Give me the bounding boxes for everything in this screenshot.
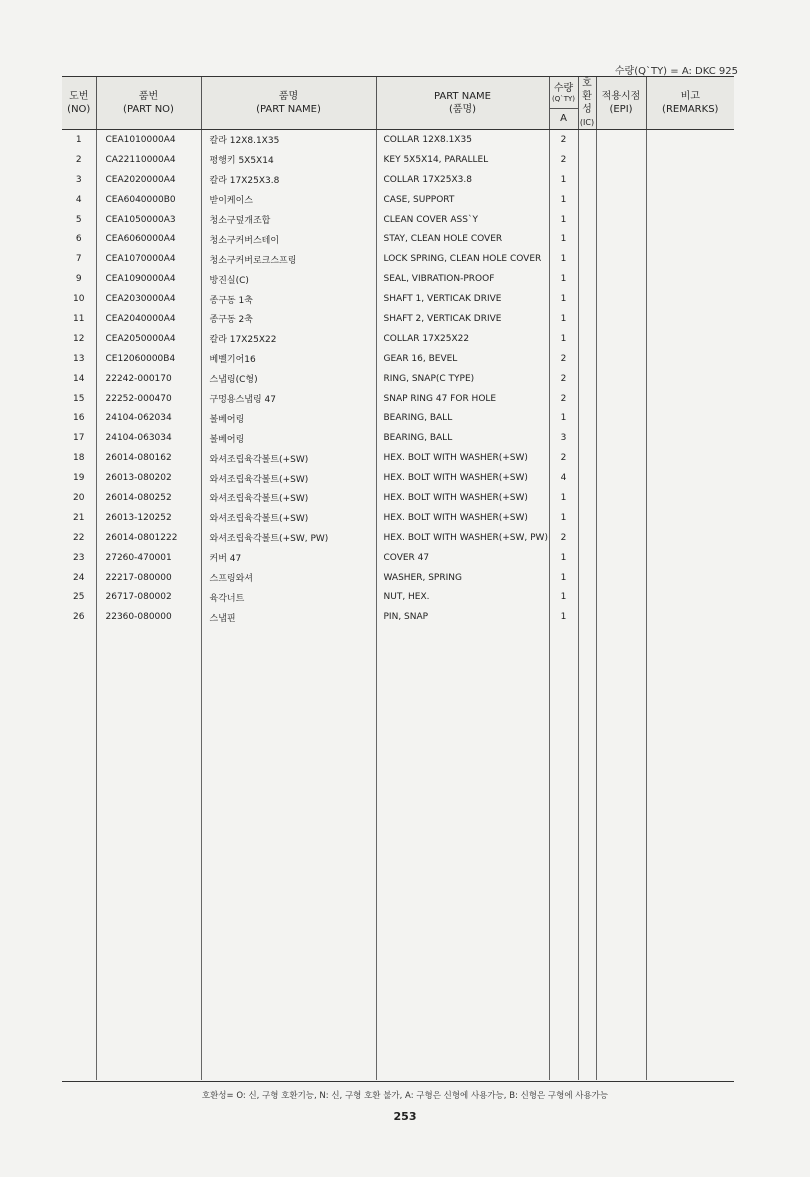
row-qty: 1: [549, 269, 578, 289]
table-row: [62, 607, 734, 627]
row-qty: 2: [549, 369, 578, 389]
table-row: [62, 587, 734, 607]
row-part-no: CA22110000A4: [96, 150, 201, 170]
row-epi: [596, 150, 646, 170]
row-part-no: 26013-120252: [96, 508, 201, 528]
row-part-name-en: COVER 47: [376, 548, 549, 568]
row-no: 2: [75, 154, 82, 165]
row-remarks: [646, 349, 734, 369]
row-ic: [578, 150, 596, 170]
table-row: [62, 389, 734, 409]
row-part-name-kr: 받이케이스: [201, 190, 376, 210]
table-row: [62, 468, 734, 488]
row-part-name-kr: 와셔조립육각볼트(+SW): [201, 468, 376, 488]
row-epi: [596, 190, 646, 210]
row-ic: [578, 488, 596, 508]
table-row: [62, 130, 734, 150]
row-epi: [596, 568, 646, 588]
row-ic: [578, 170, 596, 190]
row-ic: [578, 528, 596, 548]
row-qty: 1: [549, 568, 578, 588]
row-epi: [596, 369, 646, 389]
row-epi: [596, 587, 646, 607]
row-part-name-en: COLLAR 12X8.1X35: [376, 130, 549, 150]
row-ic: [578, 508, 596, 528]
row-remarks: [646, 130, 734, 150]
row-part-name-en: HEX. BOLT WITH WASHER(+SW, PW): [376, 528, 549, 548]
table-row: [62, 289, 734, 309]
row-qty: 3: [549, 428, 578, 448]
row-part-name-en: HEX. BOLT WITH WASHER(+SW): [376, 488, 549, 508]
row-remarks: [646, 428, 734, 448]
row-remarks: [646, 508, 734, 528]
row-part-name-kr: 볼베어링: [201, 408, 376, 428]
row-no: 10: [73, 294, 85, 305]
row-ic: [578, 249, 596, 269]
row-ic: [578, 548, 596, 568]
row-ic: [578, 289, 596, 309]
table-bottom-rule: [62, 1081, 734, 1082]
row-part-no: CEA1070000A4: [96, 249, 201, 269]
row-ic: [578, 468, 596, 488]
row-qty: 1: [549, 190, 578, 210]
row-epi: [596, 408, 646, 428]
row-part-name-kr: 칼라 17X25X3.8: [201, 170, 376, 190]
row-qty: 1: [549, 309, 578, 329]
table-header: [62, 77, 734, 130]
row-no: 17: [73, 433, 85, 444]
row-part-name-en: HEX. BOLT WITH WASHER(+SW): [376, 468, 549, 488]
row-no: 13: [73, 353, 85, 364]
row-ic: [578, 269, 596, 289]
row-ic: [578, 607, 596, 627]
page-number: 253: [393, 1110, 417, 1123]
table-row: [62, 249, 734, 269]
row-ic: [578, 329, 596, 349]
row-remarks: [646, 150, 734, 170]
row-part-name-en: GEAR 16, BEVEL: [376, 349, 549, 369]
row-no: 18: [73, 453, 85, 464]
row-remarks: [646, 369, 734, 389]
row-epi: [596, 468, 646, 488]
table-body: [62, 130, 734, 1080]
row-remarks: [646, 190, 734, 210]
table-row: [62, 369, 734, 389]
row-remarks: [646, 309, 734, 329]
row-remarks: [646, 289, 734, 309]
row-no: 16: [73, 413, 85, 424]
row-part-name-en: RING, SNAP(C TYPE): [376, 369, 549, 389]
row-qty: 2: [549, 528, 578, 548]
row-part-name-en: COLLAR 17X25X3.8: [376, 170, 549, 190]
row-qty: 1: [549, 548, 578, 568]
table-row: [62, 488, 734, 508]
row-epi: [596, 289, 646, 309]
row-ic: [578, 568, 596, 588]
row-part-no: CEA1010000A4: [96, 130, 201, 150]
row-part-no: 22217-080000: [96, 568, 201, 588]
row-ic: [578, 389, 596, 409]
row-remarks: [646, 229, 734, 249]
table-row: [62, 329, 734, 349]
row-no: 14: [73, 373, 85, 384]
row-part-no: CEA2020000A4: [96, 170, 201, 190]
header-part-no: 품번 (PART NO): [96, 77, 201, 130]
row-part-name-en: SHAFT 2, VERTICAK DRIVE: [376, 309, 549, 329]
table-row: [62, 190, 734, 210]
header-remarks: 비고 (REMARKS): [646, 77, 734, 130]
table-row: [62, 408, 734, 428]
row-remarks: [646, 488, 734, 508]
row-part-no: CEA2030000A4: [96, 289, 201, 309]
row-ic: [578, 130, 596, 150]
row-remarks: [646, 468, 734, 488]
row-epi: [596, 269, 646, 289]
row-no: 20: [73, 492, 85, 503]
row-part-name-en: LOCK SPRING, CLEAN HOLE COVER: [376, 249, 549, 269]
row-ic: [578, 190, 596, 210]
row-part-no: CEA6060000A4: [96, 229, 201, 249]
row-part-name-en: HEX. BOLT WITH WASHER(+SW): [376, 448, 549, 468]
row-part-name-en: SNAP RING 47 FOR HOLE: [376, 389, 549, 409]
row-qty: 1: [549, 170, 578, 190]
row-part-name-en: WASHER, SPRING: [376, 568, 549, 588]
row-part-name-kr: 청소구커버스테이: [201, 229, 376, 249]
row-no: 5: [75, 214, 82, 225]
row-qty: 1: [549, 607, 578, 627]
row-qty: 2: [549, 349, 578, 369]
row-no: 1: [75, 134, 82, 145]
row-part-no: CEA2050000A4: [96, 329, 201, 349]
row-ic: [578, 587, 596, 607]
row-remarks: [646, 249, 734, 269]
row-no: 25: [73, 592, 85, 603]
row-part-name-kr: 종구동 2축: [201, 309, 376, 329]
row-epi: [596, 229, 646, 249]
row-no: 12: [73, 333, 85, 344]
row-part-no: 26014-080252: [96, 488, 201, 508]
header-qty-a: A: [560, 113, 567, 124]
row-remarks: [646, 170, 734, 190]
row-epi: [596, 249, 646, 269]
row-epi: [596, 329, 646, 349]
row-remarks: [646, 607, 734, 627]
header-epi: 적용시점 (EPI): [596, 77, 646, 130]
row-part-name-kr: 종구동 1축: [201, 289, 376, 309]
row-part-no: CEA1090000A4: [96, 269, 201, 289]
row-part-no: CE12060000B4: [96, 349, 201, 369]
row-no: 6: [75, 234, 82, 245]
table-row: [62, 309, 734, 329]
row-qty: 1: [549, 329, 578, 349]
row-part-no: 22242-000170: [96, 369, 201, 389]
table-row: [62, 170, 734, 190]
row-epi: [596, 389, 646, 409]
table-row: [62, 269, 734, 289]
row-ic: [578, 369, 596, 389]
row-qty: 1: [549, 289, 578, 309]
row-epi: [596, 349, 646, 369]
row-qty: 2: [549, 130, 578, 150]
row-part-name-kr: 스냅링(C형): [201, 369, 376, 389]
row-no: 23: [73, 552, 85, 563]
row-part-name-kr: 스냅핀: [201, 607, 376, 627]
row-remarks: [646, 389, 734, 409]
row-part-name-kr: 베벨기어16: [201, 349, 376, 369]
parts-table: [62, 76, 734, 1080]
row-qty: 1: [549, 408, 578, 428]
row-qty: 1: [549, 508, 578, 528]
header-qty: 수량 (Q`TY) A: [549, 77, 578, 130]
row-part-no: 26014-080162: [96, 448, 201, 468]
empty-filler-row: [62, 627, 734, 1080]
table-row: [62, 210, 734, 230]
row-no: 21: [73, 512, 85, 523]
row-no: 15: [73, 393, 85, 404]
row-part-no: 24104-063034: [96, 428, 201, 448]
row-part-name-en: HEX. BOLT WITH WASHER(+SW): [376, 508, 549, 528]
row-remarks: [646, 210, 734, 230]
row-part-name-en: SEAL, VIBRATION-PROOF: [376, 269, 549, 289]
row-part-name-en: BEARING, BALL: [376, 428, 549, 448]
table-row: [62, 568, 734, 588]
row-no: 9: [75, 274, 82, 285]
row-qty: 1: [549, 488, 578, 508]
row-remarks: [646, 548, 734, 568]
row-no: 19: [73, 473, 85, 484]
row-part-name-en: BEARING, BALL: [376, 408, 549, 428]
row-no: 22: [73, 532, 85, 543]
row-remarks: [646, 408, 734, 428]
row-remarks: [646, 587, 734, 607]
row-epi: [596, 488, 646, 508]
row-part-no: CEA6040000B0: [96, 190, 201, 210]
row-epi: [596, 210, 646, 230]
row-no: 24: [73, 572, 85, 583]
parts-sheet: [62, 76, 734, 1082]
row-ic: [578, 428, 596, 448]
row-part-no: 22360-080000: [96, 607, 201, 627]
row-part-name-kr: 청소구덮개조합: [201, 210, 376, 230]
row-part-no: 26717-080002: [96, 587, 201, 607]
row-ic: [578, 408, 596, 428]
row-ic: [578, 349, 596, 369]
table-row: [62, 150, 734, 170]
row-epi: [596, 528, 646, 548]
table-row: [62, 548, 734, 568]
row-ic: [578, 229, 596, 249]
row-part-name-en: SHAFT 1, VERTICAK DRIVE: [376, 289, 549, 309]
row-part-name-kr: 평행키 5X5X14: [201, 150, 376, 170]
header-part-name-en: PART NAME (품명): [376, 77, 549, 130]
row-remarks: [646, 528, 734, 548]
row-epi: [596, 508, 646, 528]
row-epi: [596, 448, 646, 468]
row-remarks: [646, 269, 734, 289]
row-part-name-en: STAY, CLEAN HOLE COVER: [376, 229, 549, 249]
row-part-no: CEA2040000A4: [96, 309, 201, 329]
row-part-no: 26014-0801222: [96, 528, 201, 548]
row-remarks: [646, 329, 734, 349]
row-epi: [596, 309, 646, 329]
row-ic: [578, 210, 596, 230]
row-part-name-kr: 청소구커버로크스프링: [201, 249, 376, 269]
row-part-name-en: NUT, HEX.: [376, 587, 549, 607]
table-row: [62, 229, 734, 249]
row-part-no: 26013-080202: [96, 468, 201, 488]
row-part-name-kr: 칼라 12X8.1X35: [201, 130, 376, 150]
row-no: 26: [73, 612, 85, 623]
row-part-no: 22252-000470: [96, 389, 201, 409]
row-qty: 1: [549, 587, 578, 607]
row-epi: [596, 607, 646, 627]
row-part-name-kr: 커버 47: [201, 548, 376, 568]
row-no: 4: [75, 194, 82, 205]
row-part-name-kr: 방진실(C): [201, 269, 376, 289]
qty-note: 수량(Q`TY) = A: DKC 925: [614, 66, 738, 77]
table-row: [62, 428, 734, 448]
row-part-name-en: COLLAR 17X25X22: [376, 329, 549, 349]
row-part-name-en: CLEAN COVER ASS`Y: [376, 210, 549, 230]
row-part-name-kr: 구멍용스냅링 47: [201, 389, 376, 409]
table-row: [62, 349, 734, 369]
row-part-name-kr: 와셔조립육각볼트(+SW): [201, 488, 376, 508]
compatibility-footnote: 호환성= O: 신, 구형 호환기능, N: 신, 구형 호환 불가, A: 구형은 신형에 사용가능, B: 신형은 구형에 사용가능: [201, 1091, 609, 1101]
row-qty: 2: [549, 389, 578, 409]
row-qty: 1: [549, 210, 578, 230]
header-ic: 호 환 성 (IC): [578, 77, 596, 130]
row-part-name-kr: 스프링와셔: [201, 568, 376, 588]
row-part-name-kr: 와셔조립육각볼트(+SW): [201, 448, 376, 468]
row-epi: [596, 548, 646, 568]
header-part-name-kr: 품명 (PART NAME): [201, 77, 376, 130]
row-part-name-kr: 볼베어링: [201, 428, 376, 448]
table-row: [62, 528, 734, 548]
row-no: 11: [73, 313, 85, 324]
row-part-name-en: KEY 5X5X14, PARALLEL: [376, 150, 549, 170]
table-row: [62, 448, 734, 468]
row-part-no: 24104-062034: [96, 408, 201, 428]
row-part-name-kr: 육각너트: [201, 587, 376, 607]
row-qty: 1: [549, 249, 578, 269]
row-part-name-en: PIN, SNAP: [376, 607, 549, 627]
row-no: 7: [75, 254, 82, 265]
row-remarks: [646, 568, 734, 588]
row-epi: [596, 170, 646, 190]
row-no: 3: [75, 174, 82, 185]
row-qty: 1: [549, 229, 578, 249]
row-part-name-en: CASE, SUPPORT: [376, 190, 549, 210]
row-part-name-kr: 와셔조립육각볼트(+SW, PW): [201, 528, 376, 548]
row-part-name-kr: 칼라 17X25X22: [201, 329, 376, 349]
row-ic: [578, 448, 596, 468]
row-epi: [596, 428, 646, 448]
row-epi: [596, 130, 646, 150]
row-remarks: [646, 448, 734, 468]
row-qty: 2: [549, 448, 578, 468]
table-row: [62, 508, 734, 528]
row-qty: 2: [549, 150, 578, 170]
header-no: 도번 (NO): [62, 77, 96, 130]
row-qty: 4: [549, 468, 578, 488]
row-part-name-kr: 와셔조립육각볼트(+SW): [201, 508, 376, 528]
row-part-no: CEA1050000A3: [96, 210, 201, 230]
row-ic: [578, 309, 596, 329]
row-part-no: 27260-470001: [96, 548, 201, 568]
